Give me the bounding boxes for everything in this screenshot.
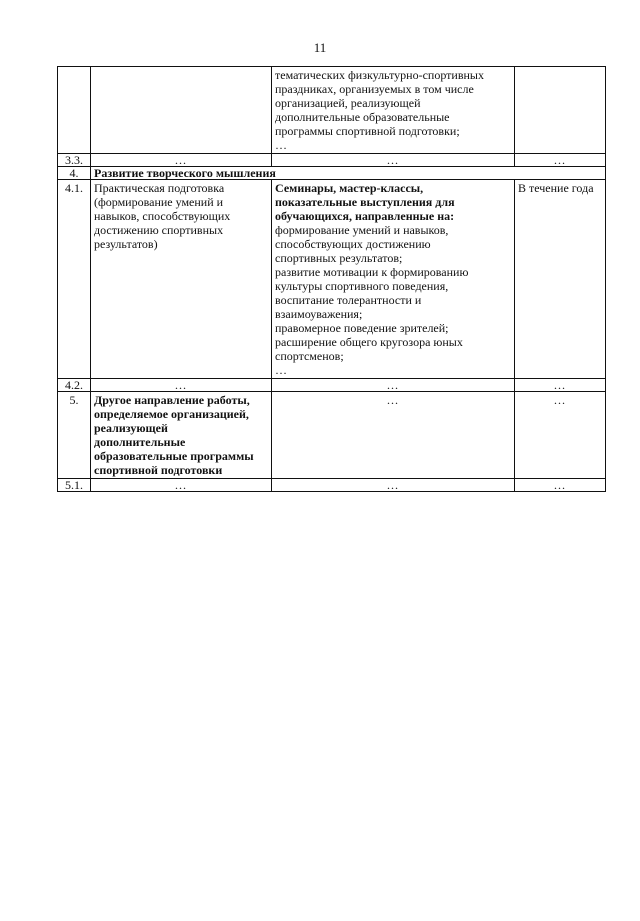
- text-line: формирование умений и навыков,: [275, 223, 449, 237]
- direction-cell: [91, 67, 272, 154]
- ellipsis: …: [515, 379, 606, 392]
- text-line: тематических физкультурно-спортивных: [275, 68, 484, 82]
- text-line: расширение общего кругозора юных: [275, 335, 463, 349]
- row-number-cell: [58, 67, 91, 154]
- ellipsis: …: [272, 392, 515, 479]
- section-title: Развитие творческого мышления: [91, 167, 606, 180]
- direction-cell: [91, 392, 272, 479]
- text-line: реализующей: [94, 421, 168, 435]
- row-number: 4.2.: [58, 379, 91, 392]
- ellipsis: …: [91, 379, 272, 392]
- row-number: 4.: [58, 167, 91, 180]
- term-cell: В течение года: [515, 180, 606, 379]
- page-number: 11: [313, 40, 327, 55]
- table-row: [58, 67, 606, 154]
- text-line: определяемое организацией,: [94, 407, 249, 421]
- ellipsis: …: [515, 154, 606, 167]
- text-line: спортивных результатов;: [275, 251, 403, 265]
- text-line: Практическая подготовка: [94, 181, 225, 195]
- text-line-bold: показательные выступления для: [275, 195, 455, 209]
- direction-cell: [91, 180, 272, 379]
- row-number: 5.: [58, 392, 91, 479]
- text-line-bold: обучающихся, направленные на:: [275, 209, 455, 223]
- text-line: способствующих достижению: [275, 237, 431, 251]
- text-line: воспитание толерантности и: [275, 293, 422, 307]
- text-line: развитие мотивации к формированию: [275, 265, 469, 279]
- row-number: 4.1.: [58, 180, 91, 379]
- text-line: (формирование умений и: [94, 195, 224, 209]
- ellipsis: …: [272, 379, 515, 392]
- ellipsis: …: [515, 392, 606, 479]
- text-line: навыков, способствующих: [94, 209, 231, 223]
- ellipsis: …: [272, 479, 515, 492]
- text-line: дополнительные: [94, 435, 186, 449]
- text-line: …: [275, 363, 287, 377]
- text-line: организацией, реализующей: [275, 96, 421, 110]
- text-line: правомерное поведение зрителей;: [275, 321, 449, 335]
- row-number: 5.1.: [58, 479, 91, 492]
- row-number: 3.3.: [58, 154, 91, 167]
- table-row: [58, 180, 606, 379]
- text-line: взаимоуважения;: [275, 307, 363, 321]
- table-row: [58, 154, 606, 167]
- text-line: культуры спортивного поведения,: [275, 279, 449, 293]
- text-line: результатов): [94, 237, 158, 251]
- section-row: [58, 167, 606, 180]
- text-line: Другое направление работы,: [94, 393, 250, 407]
- text-line: спортсменов;: [275, 349, 344, 363]
- activity-cell: [272, 180, 515, 379]
- text-line: спортивной подготовки: [94, 463, 223, 477]
- events-table: [57, 66, 606, 492]
- text-line: праздниках, организуемых в том числе: [275, 82, 474, 96]
- table-row: [58, 392, 606, 479]
- ellipsis: …: [272, 154, 515, 167]
- text-line: достижению спортивных: [94, 223, 224, 237]
- text-line: дополнительные образовательные: [275, 110, 450, 124]
- text-line: образовательные программы: [94, 449, 254, 463]
- table-row: [58, 479, 606, 492]
- table-row: [58, 379, 606, 392]
- ellipsis: …: [91, 154, 272, 167]
- ellipsis: …: [515, 479, 606, 492]
- term-cell: [515, 67, 606, 154]
- text-line-bold: Семинары, мастер-классы,: [275, 181, 424, 195]
- text-line: программы спортивной подготовки;: [275, 124, 460, 138]
- ellipsis: …: [91, 479, 272, 492]
- text-line: …: [275, 138, 287, 152]
- activity-cell: [272, 67, 515, 154]
